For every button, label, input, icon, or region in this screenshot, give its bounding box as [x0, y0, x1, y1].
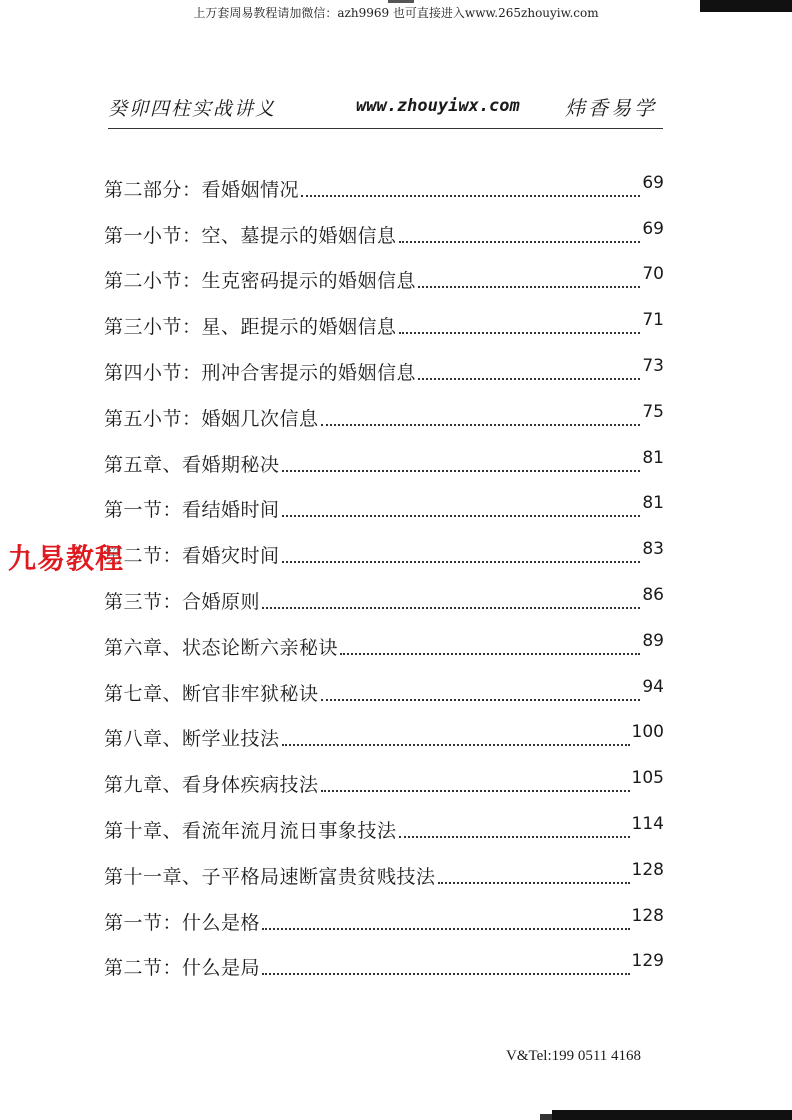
toc-entry-page-number: 129	[631, 951, 664, 972]
toc-entry-title: 第八章、断学业技法	[104, 728, 280, 751]
toc-dot-leader	[399, 241, 641, 243]
running-header	[108, 88, 663, 129]
toc-entry[interactable]	[104, 481, 664, 527]
website-link[interactable]: www.zhouyiwx.com	[356, 96, 520, 116]
toc-entry[interactable]	[104, 252, 664, 298]
toc-entry[interactable]	[104, 939, 664, 985]
toc-entry-title: 第二节：看婚灾时间	[104, 545, 280, 568]
toc-entry-title: 第五小节：婚姻几次信息	[104, 407, 319, 430]
toc-entry-title: 第一节：看结婚时间	[104, 499, 280, 522]
toc-entry-page-number: 89	[642, 630, 664, 651]
toc-dot-leader	[321, 790, 630, 792]
toc-dot-leader	[282, 470, 641, 472]
toc-dot-leader	[282, 744, 630, 746]
toc-entry[interactable]	[104, 801, 664, 847]
toc-entry[interactable]	[104, 435, 664, 481]
toc-entry-page-number: 73	[642, 355, 664, 376]
toc-entry[interactable]	[104, 572, 664, 618]
toc-entry[interactable]	[104, 710, 664, 756]
toc-dot-leader	[321, 699, 641, 701]
toc-entry-title: 第七章、断官非牢狱秘诀	[104, 682, 319, 705]
toc-entry[interactable]	[104, 618, 664, 664]
toc-entry[interactable]	[104, 847, 664, 893]
toc-entry-page-number: 71	[642, 310, 664, 331]
toc-entry-title: 第二节：什么是局	[104, 957, 261, 980]
toc-dot-leader	[262, 973, 630, 975]
toc-dot-leader	[262, 607, 640, 609]
toc-dot-leader	[399, 836, 630, 838]
toc-entry-page-number: 94	[642, 676, 664, 697]
toc-entry-page-number: 83	[642, 539, 664, 560]
toc-entry-title: 第五章、看婚期秘决	[104, 453, 280, 476]
toc-entry-title: 第二部分：看婚姻情况	[104, 178, 300, 201]
watermark-logo: 九易教程	[8, 537, 124, 577]
toc-entry-title: 第一小节：空、墓提示的婚姻信息	[104, 224, 397, 247]
toc-entry-title: 第三节：合婚原则	[104, 590, 261, 613]
toc-entry-title: 第四小节：刑冲合害提示的婚姻信息	[104, 361, 417, 384]
toc-entry[interactable]	[104, 526, 664, 572]
toc-entry-page-number: 114	[631, 813, 664, 834]
toc-dot-leader	[301, 195, 640, 197]
toc-entry-page-number: 105	[631, 768, 664, 789]
toc-entry-page-number: 86	[642, 584, 664, 605]
toc-entry[interactable]	[104, 206, 664, 252]
toc-entry-page-number: 81	[642, 493, 664, 514]
toc-dot-leader	[262, 928, 630, 930]
promo-banner: 上万套周易教程请加微信：azh9969 也可直接进入www.265zhouyiw.com	[193, 6, 599, 20]
contact-info: V&Tel:199 0511 4168	[506, 1048, 642, 1064]
toc-entry[interactable]	[104, 297, 664, 343]
scan-artifact	[540, 1114, 552, 1120]
toc-dot-leader	[321, 424, 641, 426]
toc-dot-leader	[399, 332, 641, 334]
toc-entry-page-number: 75	[642, 401, 664, 422]
toc-entry-page-number: 69	[642, 172, 664, 193]
toc-dot-leader	[438, 882, 630, 884]
scan-artifact	[552, 1110, 792, 1120]
toc-entry-page-number: 128	[631, 905, 664, 926]
scan-artifact	[388, 0, 414, 3]
toc-entry-page-number: 100	[631, 722, 664, 743]
toc-entry-title: 第九章、看身体疾病技法	[104, 774, 319, 797]
toc-dot-leader	[282, 561, 641, 563]
toc-entry[interactable]	[104, 664, 664, 710]
toc-entry-title: 第六章、状态论断六亲秘诀	[104, 636, 339, 659]
toc-entry-title: 第三小节：星、距提示的婚姻信息	[104, 316, 397, 339]
toc-dot-leader	[282, 515, 641, 517]
toc-entry-page-number: 70	[642, 264, 664, 285]
toc-dot-leader	[418, 286, 640, 288]
toc-entry-title: 第十章、看流年流月流日事象技法	[104, 819, 397, 842]
toc-entry[interactable]	[104, 389, 664, 435]
toc-entry[interactable]	[104, 755, 664, 801]
toc-entry-page-number: 69	[642, 218, 664, 239]
book-title: 癸卯四柱实战讲义	[108, 98, 277, 120]
toc-entry[interactable]	[104, 893, 664, 939]
author-name: 炜香易学	[565, 96, 657, 120]
toc-dot-leader	[340, 653, 640, 655]
toc-entry[interactable]	[104, 160, 664, 206]
toc-entry-title: 第一节：什么是格	[104, 911, 261, 934]
toc-entry-title: 第十一章、子平格局速断富贵贫贱技法	[104, 865, 436, 888]
toc-entry[interactable]	[104, 343, 664, 389]
toc-entry-page-number: 128	[631, 859, 664, 880]
table-of-contents	[104, 160, 664, 984]
toc-entry-title: 第二小节：生克密码提示的婚姻信息	[104, 270, 417, 293]
toc-entry-page-number: 81	[642, 447, 664, 468]
toc-dot-leader	[418, 378, 640, 380]
